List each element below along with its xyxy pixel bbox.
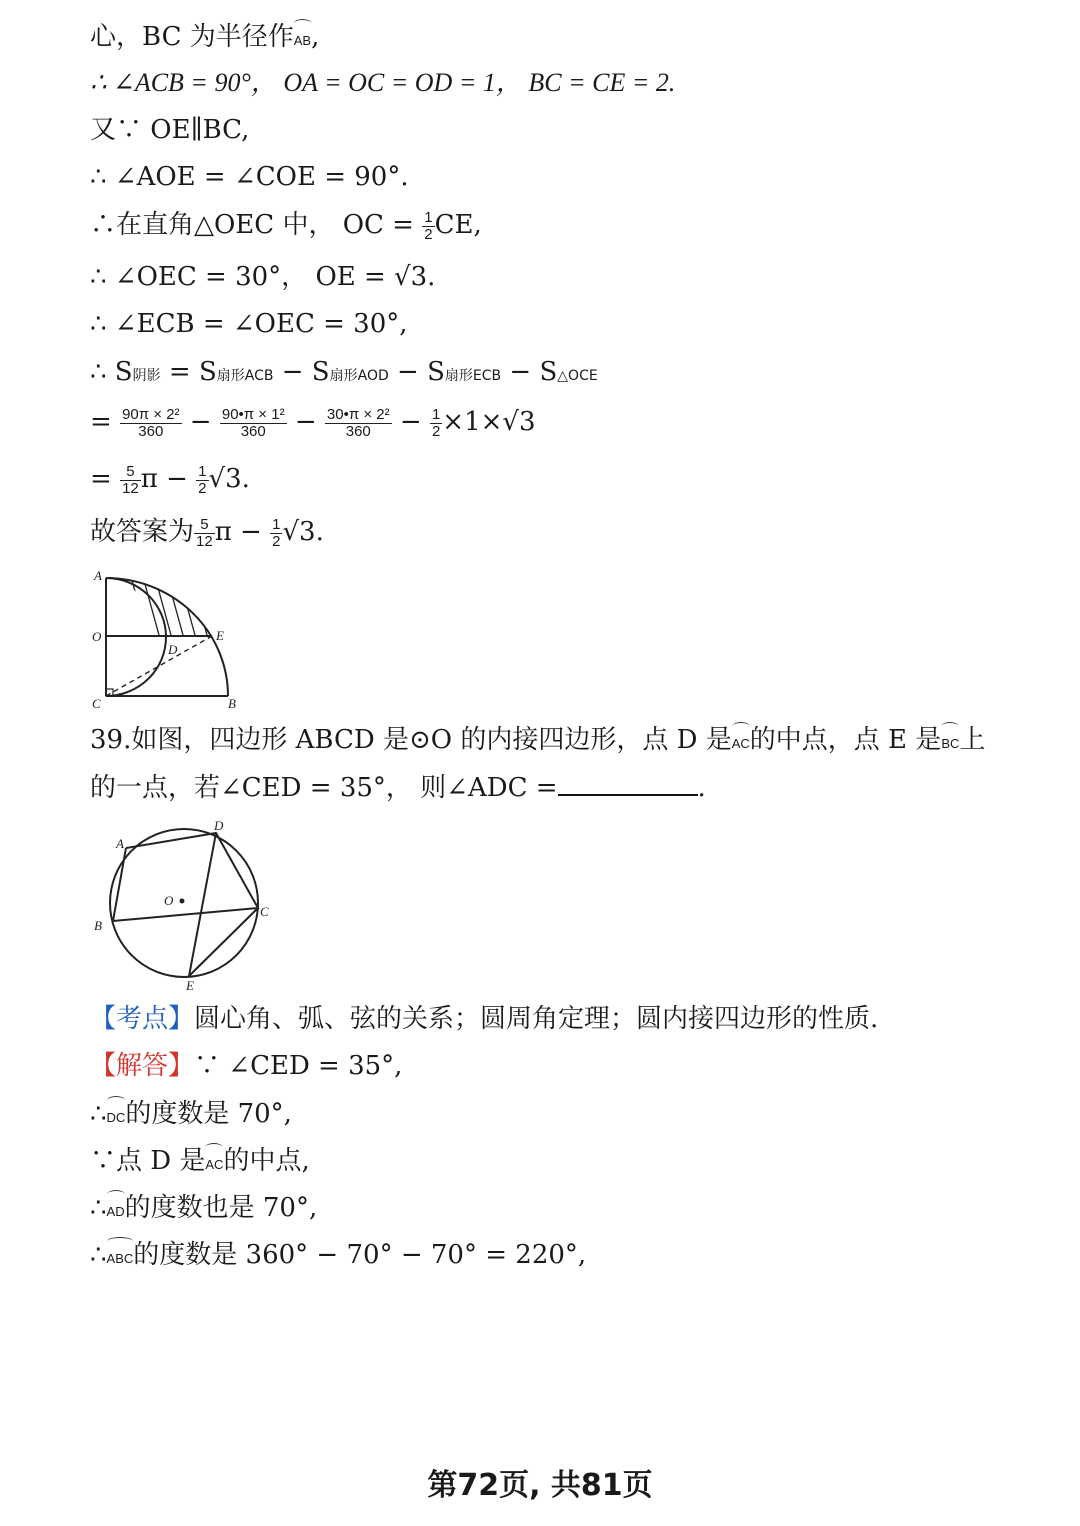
text-line-6: ∴ ∠OEC = 30°， OE = √3. (90, 262, 436, 292)
solution-line-3: ∴AD的度数也是 70°, (90, 1191, 317, 1229)
answer-blank[interactable] (558, 770, 698, 796)
label-C: C (92, 696, 101, 711)
arc-symbol: AD (107, 1191, 125, 1229)
fraction: $\frac{1}{2}$ (198, 462, 207, 497)
question-39-line-2: 的一点，若∠CED = 35°， 则∠ADC = . (90, 770, 706, 805)
text-line-11: 故答案为 $\frac{5}{12}$ π − $\frac{1}{2}$ √3. (90, 515, 324, 550)
text-line-3: 又∵ OE∥BC, (90, 115, 250, 145)
fraction: $\frac{1}{2}$ (424, 208, 433, 243)
arc-symbol: AB (294, 20, 311, 58)
fraction: $\frac{1}{2}$ (272, 515, 281, 550)
fraction: $\frac{5}{12}$ (122, 462, 139, 497)
solution-line-1: ∴DC的度数是 70°, (90, 1097, 292, 1135)
jieda-line: 【解答】∵ ∠CED = 35°, (90, 1051, 403, 1081)
text-line-2: ∴ ∠ACB = 90°， OA = OC = OD = 1， BC = CE = 2. (90, 68, 676, 97)
text-line-10: = $\frac{5}{12}$ π − $\frac{1}{2}$ √3. (90, 462, 250, 497)
jieda-tag: 【解答】 (90, 1051, 195, 1081)
text-line-5: ∴在直角△OEC 中， OC = $\frac{1}{2}$ CE, (90, 208, 482, 243)
label-D: D (214, 818, 224, 833)
fraction: $\frac{1}{2}$ (431, 405, 441, 440)
solution-line-4: ∴ABC的度数是 360° − 70° − 70° = 220°, (90, 1238, 586, 1276)
label-E: E (216, 628, 224, 643)
text-line-7: ∴ ∠ECB = ∠OEC = 30°, (90, 309, 408, 339)
fraction: $\frac{\text{90π × 2²}}{360}$ (122, 405, 180, 440)
arc-symbol: BC (941, 723, 959, 761)
label-A: A (94, 568, 102, 583)
label-O: O (92, 629, 102, 644)
kaodian-tag: 【考点】 (90, 1004, 195, 1034)
label-D: D (168, 642, 178, 657)
solution-line-2: ∵点 D 是AC的中点, (90, 1144, 310, 1182)
fraction: $\frac{\text{90•π × 1²}}{360}$ (221, 405, 285, 440)
shaded-region (128, 566, 222, 646)
text-line-9: = $\frac{\text{90π × 2²}}{360}$ − $\frac{\text{90•π × 1²}}{360}$ − $\frac{\text{30•π × 2²}}{360}$ − $\frac{1}{2}$ ×1×√3 (90, 405, 536, 440)
arc-symbol: ABC (107, 1238, 134, 1276)
question-39-line-1: 39.如图，四边形 ABCD 是⊙O 的内接四边形，点 D 是AC的中点，点 E 是BC上 (90, 723, 985, 761)
label-C: C (260, 904, 269, 919)
label-E: E (186, 978, 194, 993)
text-line-4: ∴ ∠AOE = ∠COE = 90°. (90, 162, 409, 192)
label-A: A (116, 836, 124, 851)
arc-symbol: AC (732, 723, 750, 761)
figure-quarter-circle (88, 566, 248, 714)
arc-symbol: AC (205, 1144, 223, 1182)
arc-symbol: DC (107, 1097, 126, 1135)
fraction: $\frac{5}{12}$ (196, 515, 213, 550)
kaodian-line: 【考点】圆心角、弧、弦的关系；圆周角定理；圆内接四边形的性质. (90, 1004, 879, 1034)
text-line-1: 心，BC 为半径作AB, (90, 20, 319, 58)
label-B: B (228, 696, 236, 711)
label-O: O (164, 893, 174, 908)
label-B: B (94, 918, 102, 933)
text-line-8: ∴ S阴影 = S扇形ACB − S扇形AOD − S扇形ECB − S△OCE (90, 357, 598, 387)
page-footer: 第72页, 共81页 (427, 1468, 653, 1503)
fraction: $\frac{\text{30•π × 2²}}{360}$ (326, 405, 390, 440)
figure-inscribed-quadrilateral (88, 815, 273, 995)
